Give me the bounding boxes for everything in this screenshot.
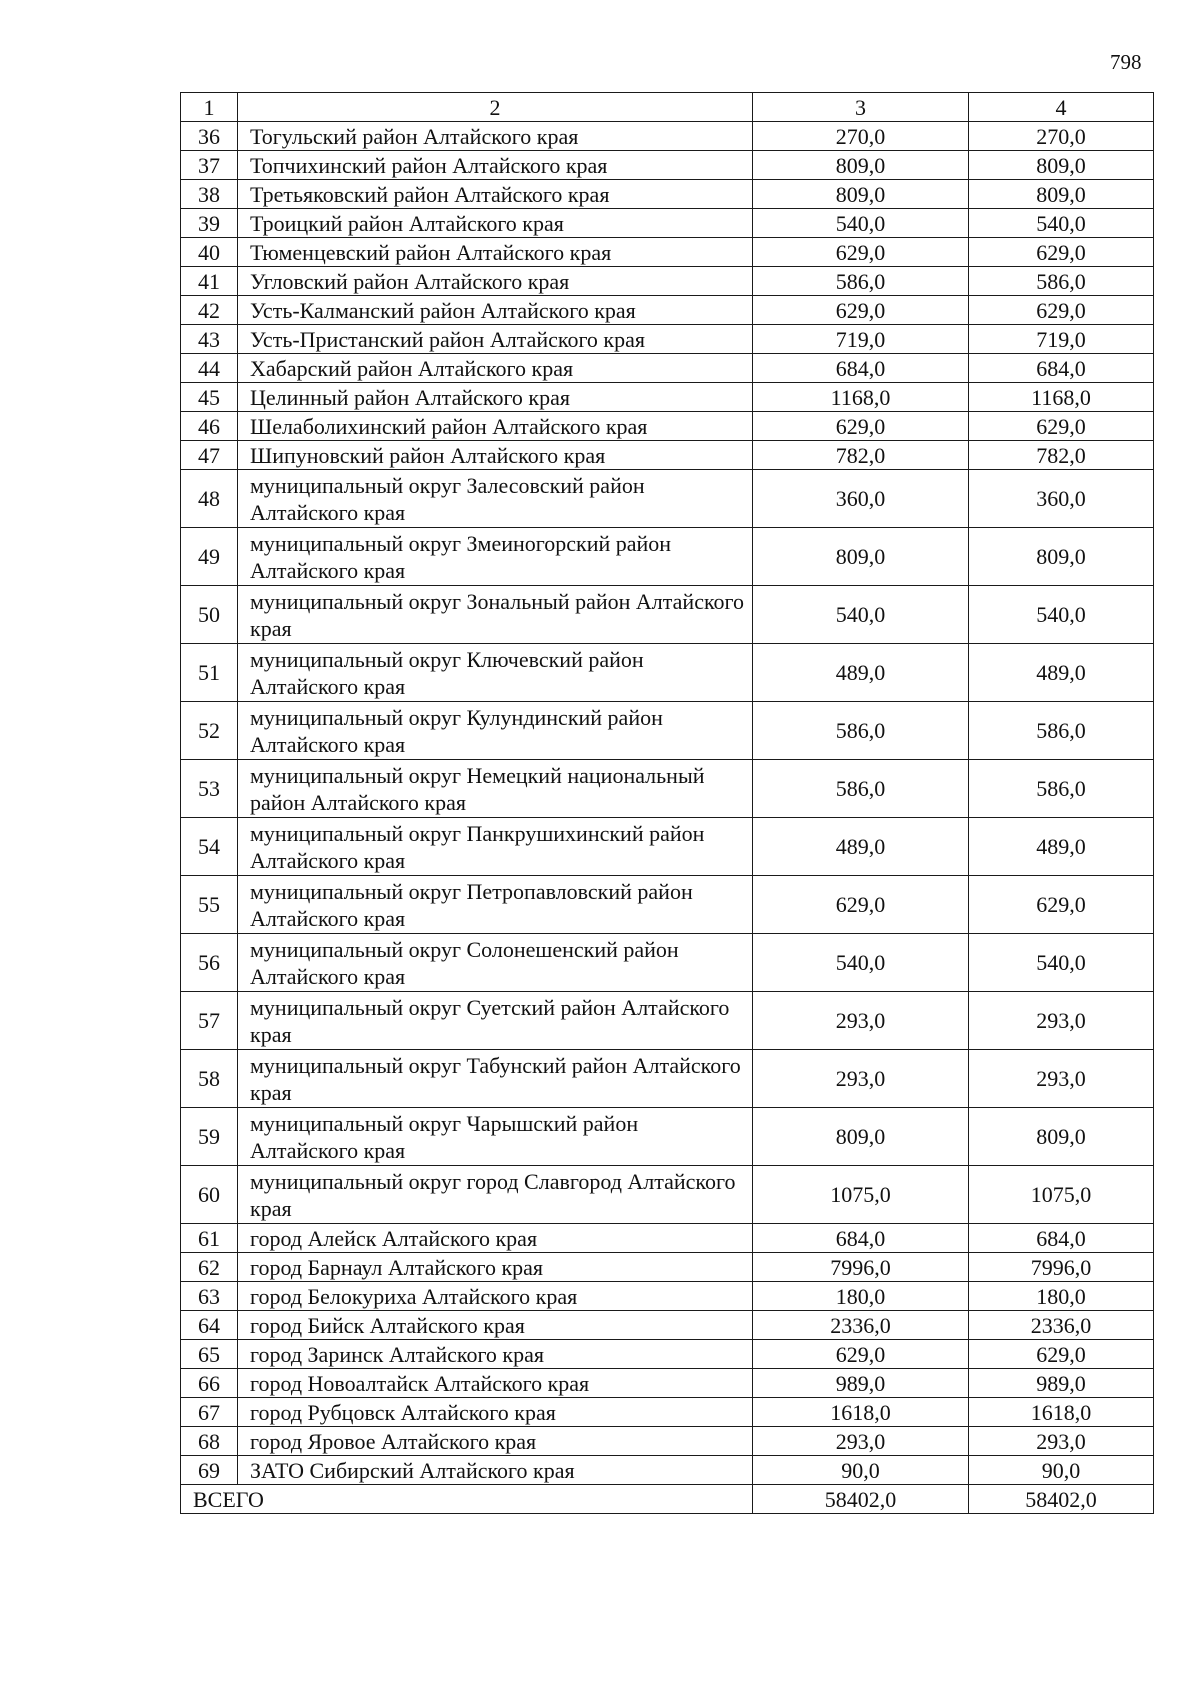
row-value-col3: 809,0 (753, 528, 969, 586)
table-row (181, 1340, 1154, 1369)
row-name: Хабарский район Алтайского края (238, 354, 753, 383)
table-row (181, 180, 1154, 209)
table-row (181, 934, 1154, 992)
row-value-col4: 180,0 (969, 1282, 1154, 1311)
row-name: Усть-Калманский район Алтайского края (238, 296, 753, 325)
row-value-col3: 489,0 (753, 644, 969, 702)
row-number: 36 (181, 122, 238, 151)
row-name: муниципальный округ Петропавловский район Алтайского края (238, 876, 753, 934)
row-name: Третьяковский район Алтайского края (238, 180, 753, 209)
table-row (181, 644, 1154, 702)
row-number: 39 (181, 209, 238, 238)
row-value-col4: 2336,0 (969, 1311, 1154, 1340)
row-value-col3: 1618,0 (753, 1398, 969, 1427)
row-value-col3: 629,0 (753, 1340, 969, 1369)
row-name: Шипуновский район Алтайского края (238, 441, 753, 470)
row-value-col4: 586,0 (969, 760, 1154, 818)
table-row (181, 876, 1154, 934)
row-value-col3: 629,0 (753, 238, 969, 267)
row-name: муниципальный округ Змеиногорский район Алтайского края (238, 528, 753, 586)
row-name: город Алейск Алтайского края (238, 1224, 753, 1253)
total-label: ВСЕГО (181, 1485, 753, 1514)
row-number: 60 (181, 1166, 238, 1224)
table-row (181, 818, 1154, 876)
row-name: Топчихинский район Алтайского края (238, 151, 753, 180)
table-row (181, 528, 1154, 586)
row-value-col4: 629,0 (969, 1340, 1154, 1369)
row-number: 58 (181, 1050, 238, 1108)
row-name: город Барнаул Алтайского края (238, 1253, 753, 1282)
row-number: 45 (181, 383, 238, 412)
table-row (181, 586, 1154, 644)
row-value-col4: 540,0 (969, 934, 1154, 992)
row-number: 38 (181, 180, 238, 209)
row-name: муниципальный округ Суетский район Алтайского края (238, 992, 753, 1050)
table-row (181, 1166, 1154, 1224)
row-number: 55 (181, 876, 238, 934)
row-value-col4: 1168,0 (969, 383, 1154, 412)
row-value-col3: 782,0 (753, 441, 969, 470)
row-name: муниципальный округ Залесовский район Алтайского края (238, 470, 753, 528)
row-value-col4: 719,0 (969, 325, 1154, 354)
row-value-col4: 270,0 (969, 122, 1154, 151)
row-value-col4: 586,0 (969, 267, 1154, 296)
row-number: 63 (181, 1282, 238, 1311)
table-header-row (181, 93, 1154, 122)
row-number: 49 (181, 528, 238, 586)
table-row (181, 1282, 1154, 1311)
row-name: Целинный район Алтайского края (238, 383, 753, 412)
row-number: 64 (181, 1311, 238, 1340)
row-value-col4: 293,0 (969, 1050, 1154, 1108)
table-row (181, 1398, 1154, 1427)
row-value-col3: 540,0 (753, 934, 969, 992)
row-value-col4: 809,0 (969, 180, 1154, 209)
row-name: ЗАТО Сибирский Алтайского края (238, 1456, 753, 1485)
row-name: Тюменцевский район Алтайского края (238, 238, 753, 267)
table-row (181, 383, 1154, 412)
row-number: 54 (181, 818, 238, 876)
row-value-col4: 1618,0 (969, 1398, 1154, 1427)
row-number: 47 (181, 441, 238, 470)
row-value-col3: 1168,0 (753, 383, 969, 412)
row-value-col3: 540,0 (753, 586, 969, 644)
row-number: 46 (181, 412, 238, 441)
row-name: муниципальный округ Немецкий национальный район Алтайского края (238, 760, 753, 818)
row-value-col4: 90,0 (969, 1456, 1154, 1485)
row-value-col4: 629,0 (969, 238, 1154, 267)
table-row (181, 412, 1154, 441)
table-row (181, 122, 1154, 151)
row-number: 41 (181, 267, 238, 296)
table-row (181, 296, 1154, 325)
allocation-table (180, 92, 1154, 1514)
row-name: город Заринск Алтайского края (238, 1340, 753, 1369)
table-row (181, 760, 1154, 818)
row-name: муниципальный округ город Славгород Алтайского края (238, 1166, 753, 1224)
row-value-col3: 540,0 (753, 209, 969, 238)
row-number: 43 (181, 325, 238, 354)
row-number: 59 (181, 1108, 238, 1166)
row-number: 40 (181, 238, 238, 267)
row-name: Троицкий район Алтайского края (238, 209, 753, 238)
row-value-col3: 2336,0 (753, 1311, 969, 1340)
table-row (181, 354, 1154, 383)
row-value-col4: 489,0 (969, 644, 1154, 702)
row-value-col4: 684,0 (969, 354, 1154, 383)
row-value-col3: 684,0 (753, 354, 969, 383)
row-name: муниципальный округ Солонешенский район Алтайского края (238, 934, 753, 992)
header-col-4: 4 (969, 93, 1154, 122)
row-name: муниципальный округ Табунский район Алтайского края (238, 1050, 753, 1108)
row-value-col4: 629,0 (969, 876, 1154, 934)
row-value-col3: 586,0 (753, 702, 969, 760)
row-number: 42 (181, 296, 238, 325)
table-row (181, 1427, 1154, 1456)
row-value-col4: 629,0 (969, 412, 1154, 441)
row-name: Угловский район Алтайского края (238, 267, 753, 296)
row-value-col3: 719,0 (753, 325, 969, 354)
row-value-col3: 586,0 (753, 267, 969, 296)
row-number: 66 (181, 1369, 238, 1398)
row-value-col4: 540,0 (969, 586, 1154, 644)
row-value-col3: 629,0 (753, 296, 969, 325)
row-value-col3: 360,0 (753, 470, 969, 528)
table-row (181, 1456, 1154, 1485)
row-name: город Новоалтайск Алтайского края (238, 1369, 753, 1398)
row-name: муниципальный округ Зональный район Алтайского края (238, 586, 753, 644)
row-name: Шелаболихинский район Алтайского края (238, 412, 753, 441)
table-row (181, 1050, 1154, 1108)
row-number: 67 (181, 1398, 238, 1427)
row-number: 65 (181, 1340, 238, 1369)
total-row (181, 1485, 1154, 1514)
row-value-col3: 90,0 (753, 1456, 969, 1485)
row-value-col4: 1075,0 (969, 1166, 1154, 1224)
row-number: 44 (181, 354, 238, 383)
row-value-col3: 684,0 (753, 1224, 969, 1253)
row-number: 68 (181, 1427, 238, 1456)
row-number: 50 (181, 586, 238, 644)
table-row (181, 992, 1154, 1050)
row-name: город Бийск Алтайского края (238, 1311, 753, 1340)
row-value-col3: 489,0 (753, 818, 969, 876)
row-name: город Белокуриха Алтайского края (238, 1282, 753, 1311)
table-row (181, 1253, 1154, 1282)
row-value-col3: 293,0 (753, 1427, 969, 1456)
row-value-col3: 809,0 (753, 180, 969, 209)
table-row (181, 325, 1154, 354)
row-name: город Яровое Алтайского края (238, 1427, 753, 1456)
row-number: 69 (181, 1456, 238, 1485)
row-value-col4: 809,0 (969, 151, 1154, 180)
row-name: Тогульский район Алтайского края (238, 122, 753, 151)
table-body (181, 93, 1154, 1514)
table-row (181, 238, 1154, 267)
row-value-col3: 293,0 (753, 992, 969, 1050)
table-row (181, 1108, 1154, 1166)
row-value-col3: 809,0 (753, 1108, 969, 1166)
row-name: Усть-Пристанский район Алтайского края (238, 325, 753, 354)
row-value-col4: 489,0 (969, 818, 1154, 876)
row-name: муниципальный округ Панкрушихинский район Алтайского края (238, 818, 753, 876)
row-value-col3: 809,0 (753, 151, 969, 180)
row-value-col4: 293,0 (969, 1427, 1154, 1456)
row-value-col3: 989,0 (753, 1369, 969, 1398)
table-row (181, 1369, 1154, 1398)
row-name: муниципальный округ Ключевский район Алтайского края (238, 644, 753, 702)
row-value-col4: 684,0 (969, 1224, 1154, 1253)
row-value-col3: 629,0 (753, 412, 969, 441)
row-number: 62 (181, 1253, 238, 1282)
table-row (181, 1224, 1154, 1253)
row-value-col4: 989,0 (969, 1369, 1154, 1398)
header-col-1: 1 (181, 93, 238, 122)
row-name: город Рубцовск Алтайского края (238, 1398, 753, 1427)
header-col-2: 2 (238, 93, 753, 122)
row-number: 48 (181, 470, 238, 528)
row-value-col4: 586,0 (969, 702, 1154, 760)
row-value-col3: 293,0 (753, 1050, 969, 1108)
table-row (181, 267, 1154, 296)
row-number: 61 (181, 1224, 238, 1253)
row-value-col3: 629,0 (753, 876, 969, 934)
row-number: 53 (181, 760, 238, 818)
row-number: 51 (181, 644, 238, 702)
row-number: 56 (181, 934, 238, 992)
row-number: 52 (181, 702, 238, 760)
row-value-col4: 629,0 (969, 296, 1154, 325)
header-col-3: 3 (753, 93, 969, 122)
row-value-col3: 1075,0 (753, 1166, 969, 1224)
row-value-col3: 7996,0 (753, 1253, 969, 1282)
row-value-col4: 293,0 (969, 992, 1154, 1050)
table-row (181, 702, 1154, 760)
row-number: 57 (181, 992, 238, 1050)
row-value-col4: 540,0 (969, 209, 1154, 238)
table-row (181, 209, 1154, 238)
table-row (181, 441, 1154, 470)
total-value-col4: 58402,0 (969, 1485, 1154, 1514)
row-name: муниципальный округ Кулундинский район Алтайского края (238, 702, 753, 760)
table-row (181, 151, 1154, 180)
row-name: муниципальный округ Чарышский район Алтайского края (238, 1108, 753, 1166)
row-value-col4: 782,0 (969, 441, 1154, 470)
total-value-col3: 58402,0 (753, 1485, 969, 1514)
page-number: 798 (1110, 50, 1142, 74)
row-number: 37 (181, 151, 238, 180)
row-value-col4: 809,0 (969, 528, 1154, 586)
row-value-col4: 809,0 (969, 1108, 1154, 1166)
table-row (181, 470, 1154, 528)
row-value-col3: 586,0 (753, 760, 969, 818)
table-row (181, 1311, 1154, 1340)
row-value-col3: 270,0 (753, 122, 969, 151)
row-value-col3: 180,0 (753, 1282, 969, 1311)
row-value-col4: 7996,0 (969, 1253, 1154, 1282)
row-value-col4: 360,0 (969, 470, 1154, 528)
